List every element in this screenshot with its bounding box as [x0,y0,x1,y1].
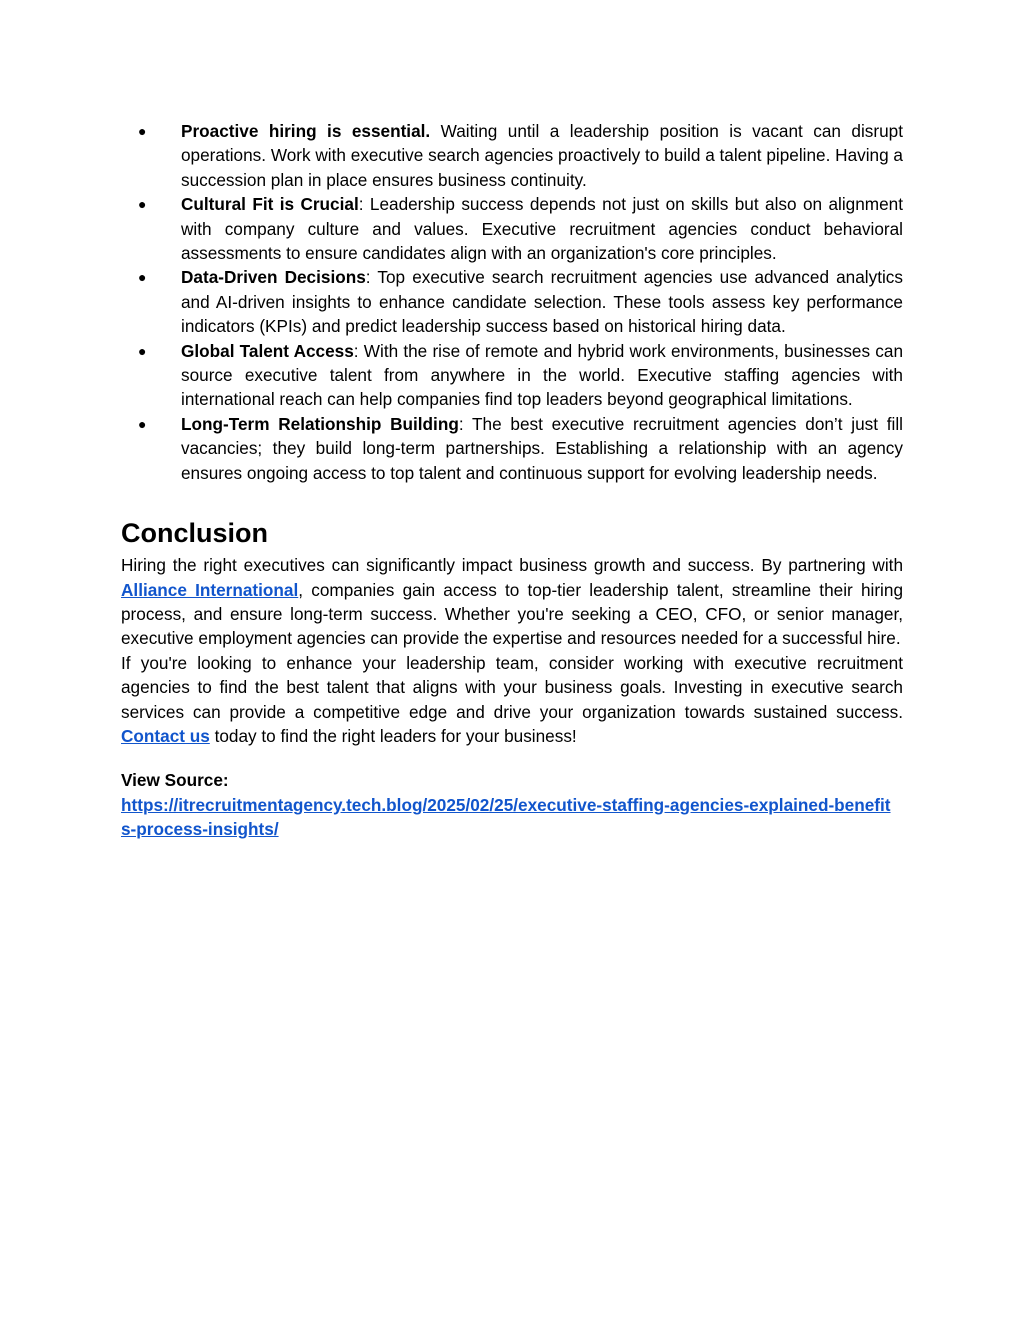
list-item [121,339,903,412]
bullet-text: Waiting until a leadership position is vacant can disrupt operations. Work with executive search agencies proactively to build a talent pipeline. Having a succession plan in place ensures business continuity. [181,121,904,190]
bullet-text: : Top executive search recruitment agencies use advanced analytics and AI-driven insights to enhance candidate selection. These tools assess key performance indicators (KPIs) and predict leadership success based on historical hiring data. [181,267,903,337]
bullet-title: Long-Term Relationship Building [181,413,459,434]
list-item [121,119,903,192]
paragraph-text: today to find the right leaders for your business! [209,725,577,746]
key-takeaways-list [121,119,903,485]
bullet-icon: ● [138,415,147,432]
bullet-text: : The best executive recruitment agencies don’t just fill vacancies; they build long-term partnerships. Establishing a relationship with an agency ensures ongoing access to top talent and continuous support for evolving leadership needs. [181,413,903,483]
bullet-icon: ● [138,269,147,286]
bullet-title: Data-Driven Decisions [181,267,366,288]
bullet-text: : With the rise of remote and hybrid work environments, businesses can source executive talent from anywhere in the world. Executive staffing agencies with international reach can help companies find top leaders beyond geographical limitations. [181,340,903,410]
source-block [121,768,903,841]
paragraph-text: , companies gain access to top-tier leadership talent, streamline their hiring process, and ensure long-term success. Whether you're seeking a CEO, CFO, or senior manager, executive employment agencies can provide the expertise and resources needed for a successful hire. [121,579,903,649]
list-item [121,265,903,338]
conclusion-paragraph-2 [121,651,903,749]
conclusion-paragraph-1 [121,553,903,651]
list-item [121,192,903,265]
bullet-title: Global Talent Access [181,340,354,361]
bullet-icon: ● [138,123,147,139]
list-item [121,412,903,485]
bullet-title: Cultural Fit is Crucial [181,194,359,215]
document-page [121,119,903,842]
alliance-international-link[interactable]: Alliance International [121,579,299,600]
bullet-text: : Leadership success depends not just on skills but also on alignment with company culture and values. Executive recruitment agencies conduct behavioral assessments to ensure candidates align with an organization's core principles. [181,194,903,264]
contact-us-link[interactable]: Contact us [121,725,210,746]
bullet-icon: ● [138,342,147,359]
bullet-icon: ● [138,196,147,213]
bullet-title: Proactive hiring is essential. [181,121,431,141]
paragraph-text: If you're looking to enhance your leadership team, consider working with executive recruitment agencies to find the best talent that aligns with your business goals. Investing in executive search services can provide a competitive edge and drive your organization towards sustained success. [121,652,903,722]
source-label: View Source: [121,770,229,791]
conclusion-heading: Conclusion [121,518,268,549]
source-url-link[interactable]: https://itrecruitmentagency.tech.blog/2025/02/25/executive-staffing-agencies-explained-benefits-process-insights/ [121,794,891,840]
paragraph-text: Hiring the right executives can significantly impact business growth and success. By partnering with [121,555,903,576]
